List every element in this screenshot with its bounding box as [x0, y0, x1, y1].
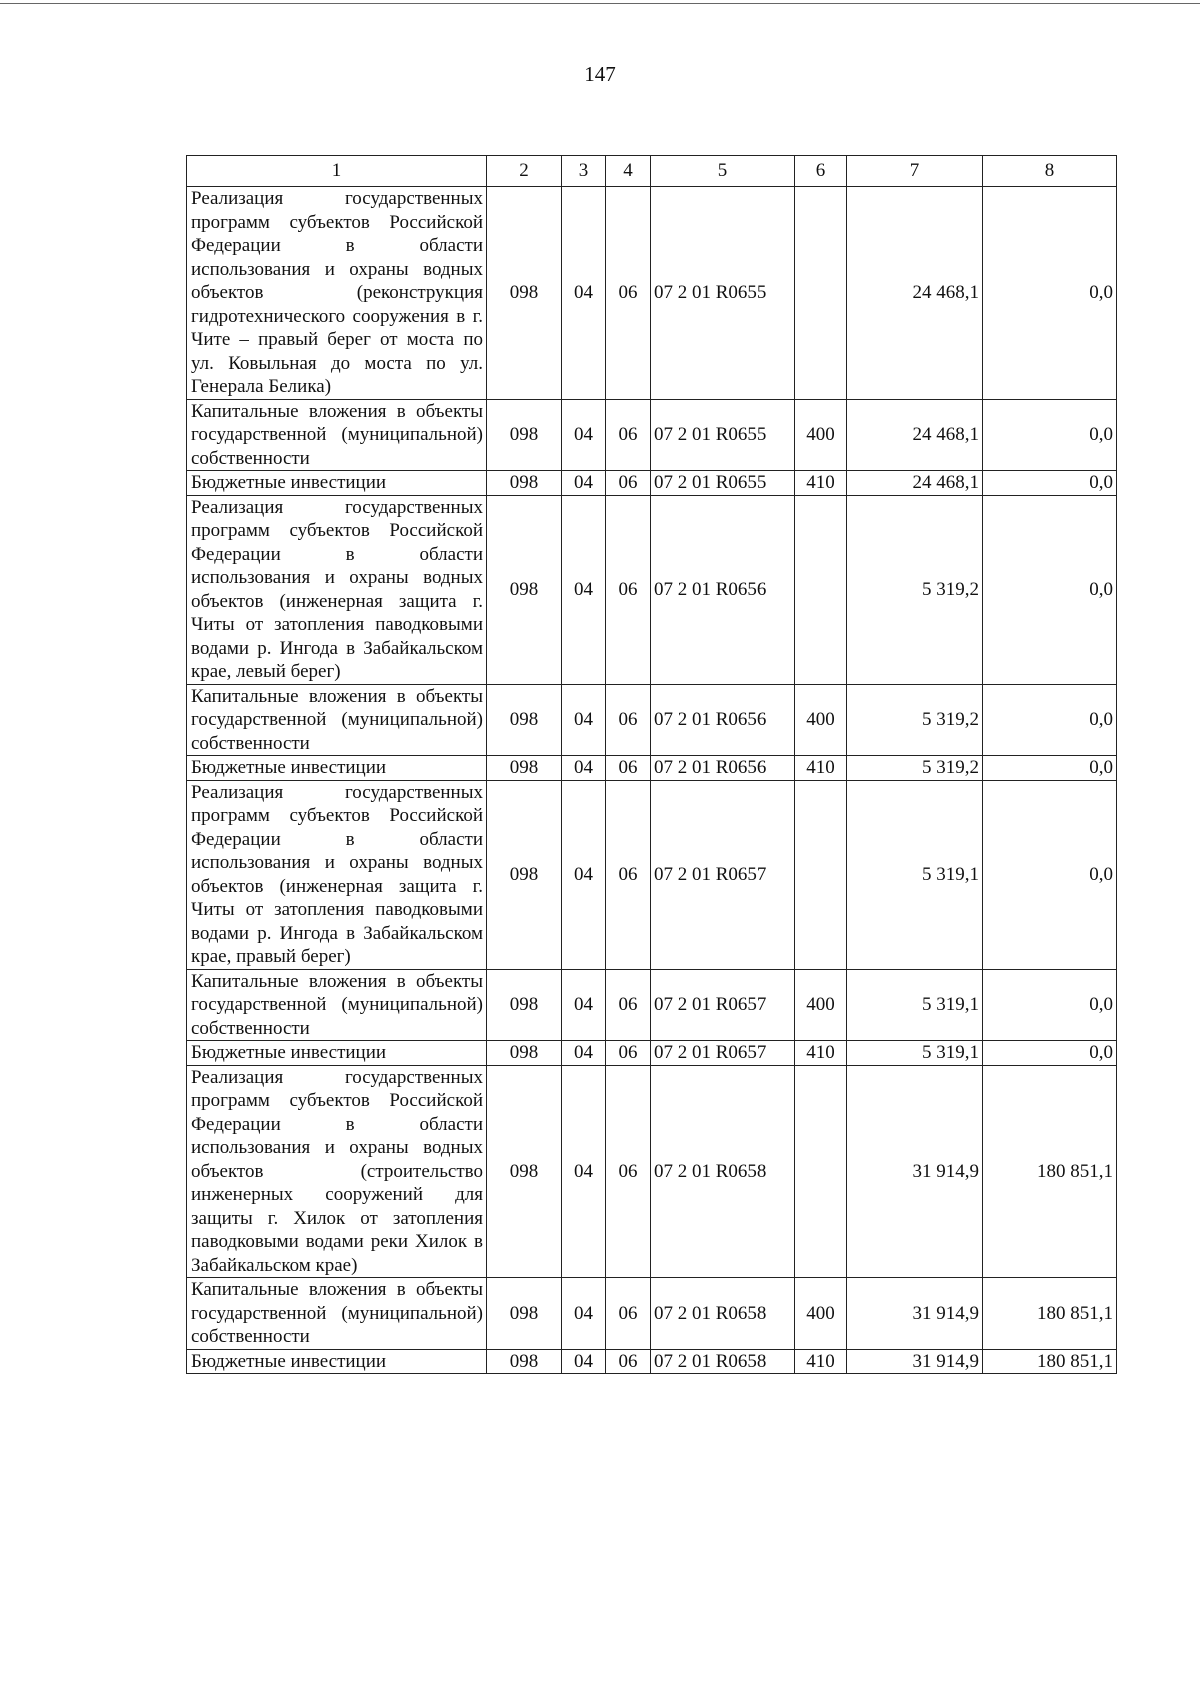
cell-ministry-code: 098	[487, 1278, 562, 1350]
table-row	[187, 1065, 1117, 1278]
cell-subsection: 06	[606, 495, 651, 684]
table-row	[187, 780, 1117, 969]
cell-amount-col7: 24 468,1	[847, 471, 983, 496]
cell-amount-col7: 31 914,9	[847, 1349, 983, 1374]
row-description: Бюджетные инвестиции	[187, 756, 487, 781]
cell-section: 04	[562, 756, 606, 781]
cell-section: 04	[562, 684, 606, 756]
column-header-1: 1	[187, 156, 487, 187]
cell-amount-col8: 0,0	[983, 684, 1117, 756]
table-row	[187, 187, 1117, 400]
cell-expense-type	[795, 1065, 847, 1278]
cell-subsection: 06	[606, 969, 651, 1041]
header-row	[187, 156, 1117, 187]
scan-top-border	[0, 3, 1200, 4]
cell-expense-type: 400	[795, 684, 847, 756]
cell-expense-type: 400	[795, 1278, 847, 1350]
cell-target-article: 07 2 01 R0656	[651, 756, 795, 781]
cell-amount-col7: 31 914,9	[847, 1065, 983, 1278]
cell-amount-col7: 5 319,1	[847, 780, 983, 969]
table-row	[187, 471, 1117, 496]
cell-subsection: 06	[606, 187, 651, 400]
cell-target-article: 07 2 01 R0655	[651, 399, 795, 471]
row-description: Реализация государственных программ субъектов Российской Федерации в области использования и охраны водных объектов (инженерная защита г. Читы от затопления паводковыми водами р. Ингода в Забайкальском крае, правый берег)	[187, 780, 487, 969]
table-row	[187, 1349, 1117, 1374]
table-row	[187, 684, 1117, 756]
cell-ministry-code: 098	[487, 780, 562, 969]
cell-amount-col7: 5 319,2	[847, 756, 983, 781]
cell-expense-type	[795, 187, 847, 400]
cell-amount-col8: 0,0	[983, 1041, 1117, 1066]
cell-amount-col8: 0,0	[983, 495, 1117, 684]
table-row	[187, 1041, 1117, 1066]
column-header-4: 4	[606, 156, 651, 187]
cell-subsection: 06	[606, 1349, 651, 1374]
cell-ministry-code: 098	[487, 399, 562, 471]
cell-expense-type: 400	[795, 969, 847, 1041]
column-header-8: 8	[983, 156, 1117, 187]
cell-amount-col8: 180 851,1	[983, 1278, 1117, 1350]
cell-target-article: 07 2 01 R0658	[651, 1278, 795, 1350]
page-number: 147	[584, 62, 616, 86]
row-description: Бюджетные инвестиции	[187, 1041, 487, 1066]
cell-section: 04	[562, 969, 606, 1041]
table-row	[187, 399, 1117, 471]
column-header-2: 2	[487, 156, 562, 187]
cell-amount-col8: 0,0	[983, 969, 1117, 1041]
column-header-3: 3	[562, 156, 606, 187]
cell-target-article: 07 2 01 R0657	[651, 780, 795, 969]
row-description: Капитальные вложения в объекты государственной (муниципальной) собственности	[187, 969, 487, 1041]
cell-ministry-code: 098	[487, 1041, 562, 1066]
cell-section: 04	[562, 399, 606, 471]
cell-target-article: 07 2 01 R0656	[651, 684, 795, 756]
cell-amount-col8: 0,0	[983, 756, 1117, 781]
table-row	[187, 495, 1117, 684]
cell-expense-type: 410	[795, 756, 847, 781]
cell-ministry-code: 098	[487, 1065, 562, 1278]
cell-subsection: 06	[606, 471, 651, 496]
cell-subsection: 06	[606, 399, 651, 471]
cell-amount-col7: 5 319,2	[847, 495, 983, 684]
column-header-7: 7	[847, 156, 983, 187]
cell-subsection: 06	[606, 780, 651, 969]
cell-amount-col7: 31 914,9	[847, 1278, 983, 1350]
cell-target-article: 07 2 01 R0656	[651, 495, 795, 684]
cell-ministry-code: 098	[487, 969, 562, 1041]
cell-subsection: 06	[606, 684, 651, 756]
cell-section: 04	[562, 1278, 606, 1350]
column-header-6: 6	[795, 156, 847, 187]
row-description: Капитальные вложения в объекты государственной (муниципальной) собственности	[187, 399, 487, 471]
table-body	[187, 187, 1117, 1374]
cell-ministry-code: 098	[487, 471, 562, 496]
cell-section: 04	[562, 780, 606, 969]
cell-amount-col8: 0,0	[983, 780, 1117, 969]
row-description: Реализация государственных программ субъектов Российской Федерации в области использования и охраны водных объектов (строительство инженерных сооружений для защиты г. Хилок от затопления паводковыми водами реки Хилок в Забайкальском крае)	[187, 1065, 487, 1278]
cell-target-article: 07 2 01 R0657	[651, 969, 795, 1041]
cell-expense-type	[795, 495, 847, 684]
cell-expense-type: 410	[795, 1041, 847, 1066]
cell-expense-type	[795, 780, 847, 969]
cell-amount-col7: 5 319,1	[847, 969, 983, 1041]
cell-amount-col7: 5 319,1	[847, 1041, 983, 1066]
cell-subsection: 06	[606, 756, 651, 781]
cell-section: 04	[562, 1349, 606, 1374]
cell-subsection: 06	[606, 1065, 651, 1278]
cell-ministry-code: 098	[487, 495, 562, 684]
cell-amount-col8: 0,0	[983, 399, 1117, 471]
cell-target-article: 07 2 01 R0655	[651, 187, 795, 400]
cell-expense-type: 400	[795, 399, 847, 471]
cell-ministry-code: 098	[487, 684, 562, 756]
cell-target-article: 07 2 01 R0657	[651, 1041, 795, 1066]
cell-expense-type: 410	[795, 1349, 847, 1374]
row-description: Реализация государственных программ субъектов Российской Федерации в области использования и охраны водных объектов (инженерная защита г. Читы от затопления паводковыми водами р. Ингода в Забайкальском крае, левый берег)	[187, 495, 487, 684]
cell-target-article: 07 2 01 R0658	[651, 1349, 795, 1374]
cell-amount-col8: 0,0	[983, 471, 1117, 496]
cell-section: 04	[562, 471, 606, 496]
cell-subsection: 06	[606, 1278, 651, 1350]
budget-table	[186, 155, 1117, 1374]
row-description: Бюджетные инвестиции	[187, 1349, 487, 1374]
row-description: Реализация государственных программ субъектов Российской Федерации в области использования и охраны водных объектов (реконструкция гидротехнического сооружения в г. Чите – правый берег от моста по ул. Ковыльная до моста по ул. Генерала Белика)	[187, 187, 487, 400]
row-description: Капитальные вложения в объекты государственной (муниципальной) собственности	[187, 1278, 487, 1350]
cell-amount-col8: 180 851,1	[983, 1065, 1117, 1278]
row-description: Бюджетные инвестиции	[187, 471, 487, 496]
cell-amount-col7: 24 468,1	[847, 187, 983, 400]
table-row	[187, 969, 1117, 1041]
cell-amount-col8: 180 851,1	[983, 1349, 1117, 1374]
cell-amount-col7: 24 468,1	[847, 399, 983, 471]
cell-section: 04	[562, 187, 606, 400]
cell-section: 04	[562, 1041, 606, 1066]
column-header-5: 5	[651, 156, 795, 187]
cell-ministry-code: 098	[487, 187, 562, 400]
table-row	[187, 756, 1117, 781]
cell-section: 04	[562, 495, 606, 684]
cell-amount-col7: 5 319,2	[847, 684, 983, 756]
cell-section: 04	[562, 1065, 606, 1278]
cell-target-article: 07 2 01 R0658	[651, 1065, 795, 1278]
cell-ministry-code: 098	[487, 1349, 562, 1374]
cell-ministry-code: 098	[487, 756, 562, 781]
table-row	[187, 1278, 1117, 1350]
cell-subsection: 06	[606, 1041, 651, 1066]
cell-target-article: 07 2 01 R0655	[651, 471, 795, 496]
row-description: Капитальные вложения в объекты государственной (муниципальной) собственности	[187, 684, 487, 756]
cell-expense-type: 410	[795, 471, 847, 496]
cell-amount-col8: 0,0	[983, 187, 1117, 400]
